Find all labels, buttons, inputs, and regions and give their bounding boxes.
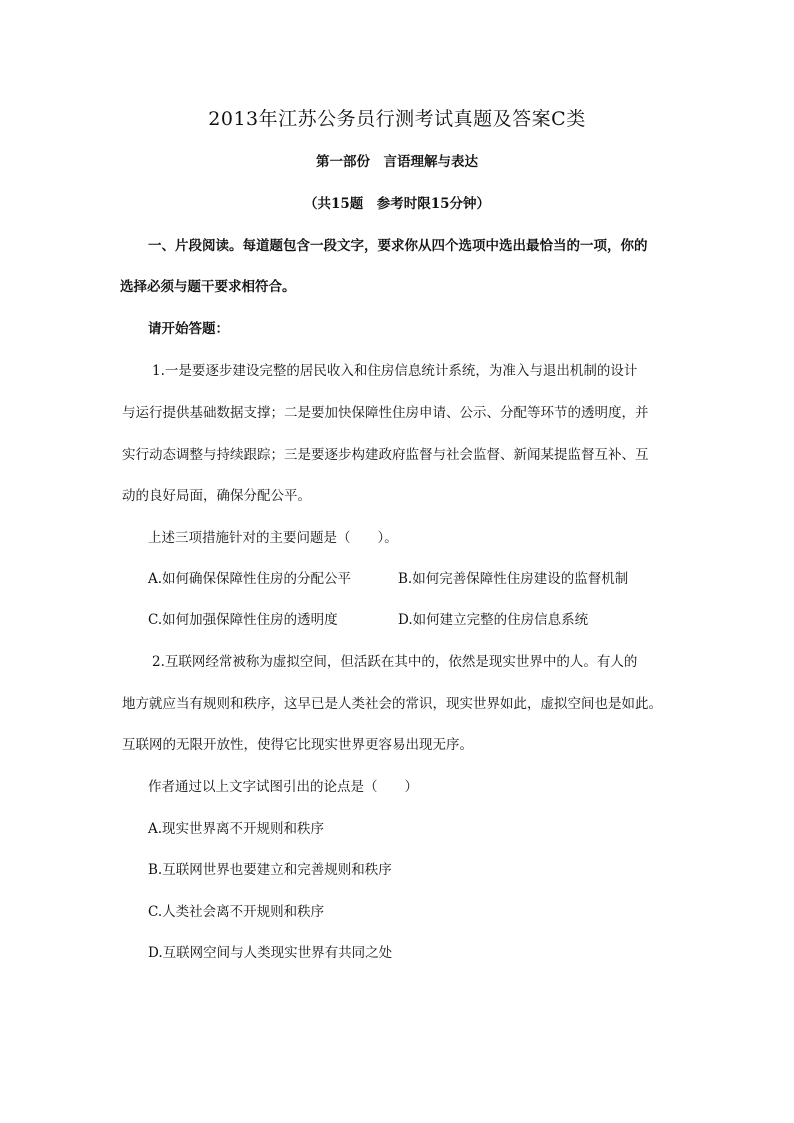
q2-passage-line-1: 2.互联网经常被称为虚拟空间，但活跃在其中的，依然是现实世界中的人。有人的 [152, 654, 638, 670]
q1-question: 上述三项措施针对的主要问题是（ ）。 [148, 530, 398, 546]
q2-passage-line-3: 互联网的无限开放性，使得它比现实世界更容易出现无序。 [122, 737, 473, 753]
q1-passage-line-4: 动的良好局面，确保分配公平。 [122, 488, 311, 504]
q2-passage-line-2: 地方就应当有规则和秩序，这早已是人类社会的常识，现实世界如此，虚拟空间也是如此。 [122, 696, 662, 712]
q1-passage-line-1: 1.一是要逐步建设完整的居民收入和住房信息统计系统，为准入与退出机制的设计 [152, 363, 638, 379]
start-prompt: 请开始答题： [148, 321, 229, 337]
instructions-line-1: 一、片段阅读。每道题包含一段文字，要求你从四个选项中选出最恰当的一项，你的 [148, 238, 648, 254]
q2-question: 作者通过以上文字试图引出的论点是（ ） [148, 779, 418, 795]
q1-passage-line-2: 与运行提供基础数据支撑；二是要加快保障性住房申请、公示、分配等环节的透明度，并 [122, 405, 649, 421]
section-note: （共15题 参考时限15分钟） [303, 196, 491, 212]
q2-option-d: D.互联网空间与人类现实世界有共同之处 [148, 945, 393, 961]
section-title: 第一部份 言语理解与表达 [316, 154, 478, 170]
q2-option-b: B.互联网世界也要建立和完善规则和秩序 [148, 862, 392, 878]
q1-option-a: A.如何确保保障性住房的分配公平 [148, 571, 352, 587]
q1-option-c: C.如何加强保障性住房的透明度 [148, 612, 338, 628]
q1-passage-line-3: 实行动态调整与持续跟踪；三是要逐步构建政府监督与社会监督、新闻某提监督互补、互 [122, 447, 649, 463]
q2-option-a: A.现实世界离不开规则和秩序 [148, 821, 325, 837]
document-title: 2013年江苏公务员行测考试真题及答案C类 [208, 108, 586, 130]
q1-option-b: B.如何完善保障性住房建设的监督机制 [398, 571, 629, 587]
instructions-line-2: 选择必须与题干要求相符合。 [120, 279, 296, 295]
q1-option-d: D.如何建立完整的住房信息系统 [398, 612, 589, 628]
q2-option-c: C.人类社会离不开规则和秩序 [148, 904, 325, 920]
